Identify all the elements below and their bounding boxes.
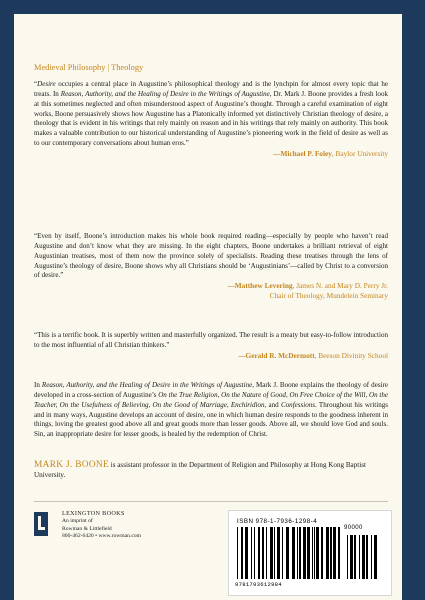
summary-text: , Mark J. Boone explains the theology of desire developed in a cross-section of Augustine’s [34,381,388,399]
publisher-info [62,510,141,541]
barcode-bar [266,527,267,579]
quote-text-italic: Desire [37,80,56,88]
quote-text: “This is a terrific book. It is superbly written and masterfully organized. The result is a meaty but easy-to-follow introduction to the most influential of all Christian thinkers.” [34,331,388,349]
publisher-parent: Rowman & Littlefield [62,525,112,532]
barcode-bar [366,535,368,579]
works-list-italic: On the True Religion, On the Nature of Good, On Free Choice of the Will, On the Teacher, On the Usefulness of Believing, On the Good of Marriage, Enchiridion, [34,390,389,409]
endorser-affiliation: , Baylor University [331,148,388,158]
isbn-text: ISBN 978-1-7936-1298-4 [237,518,318,525]
publisher-contact: 800-462-6420 • www.rowman.com [62,533,141,540]
barcode-bar [307,527,310,579]
book-summary [34,381,388,440]
summary-text: . Throughout his writings and in many ways, Augustine develops an account of desire, one in which human desire responds to the goodness inherent in things, loving the greatest good above all and great goods more than lesser goods. Above all, we should love God and souls. Sin, an inappropriate desire for lesser goods, is healed by the redemption of Christ. [34,400,388,439]
barcode-bar [338,527,340,579]
isbn-barcode [228,510,392,596]
endorsement-attribution [34,149,388,159]
author-bio [34,460,388,480]
quote-text: , Dr. Mark J. Boone provides a fresh look at this sometimes neglected and often misunderstood aspect of Augustine’s thought. Through a careful examination of eight works, Boone persuasively shows how Augustine has a Platonically informed yet distinctively Christian theology of desire, a theology that is evident in his writings that rely mainly on reason and in his writings that rely mainly on authority. This book makes a valuable contribution to our historical understanding of Augustine’s pioneering work in the field of desire as well as to our contemporary conversations about human eros.” [34,89,389,148]
barcode-bar [333,527,336,579]
endorser-name: —Gerald R. McDermott [238,350,315,360]
barcode-bar [245,527,248,579]
barcode-bar [347,535,348,579]
endorsement-attribution-line2 [34,291,388,301]
quote-text: occupies a central place in Augustine’s philosophical theology and is the lynchpin for almost every topic that he treats. In [34,80,388,98]
endorsement-levering [34,232,388,301]
barcode-bar [274,527,275,579]
book-title-italic: Reason, Authority, and the Healing of Desire in the Writings of Augustine [41,381,253,389]
author-name: MARK J. BOONE [34,460,109,470]
barcode-bar [282,527,283,579]
endorsement-mcdermott [34,331,388,361]
barcode-bar [292,527,295,579]
barcode-bar [314,527,315,579]
endorser-affiliation: , James N. and Mary D. Perry Jr. [292,281,388,291]
quote-text: “ [34,80,38,88]
barcode-bar [330,527,332,579]
barcode-bar [350,535,353,579]
barcode-bar [258,527,260,579]
summary-text: In [34,381,42,389]
publisher-logo-icon [34,512,48,536]
barcode-bar [359,535,360,579]
barcode-bar [297,527,298,579]
works-list-italic: Confessions [280,400,316,409]
endorsement-attribution [34,281,388,291]
barcode-bar [277,527,280,579]
barcode-bars [235,527,385,579]
subject-category: Medieval Philosophy | Theology [34,63,144,72]
barcode-digits: 9781793612984 [235,581,282,588]
barcode-bar [374,535,377,579]
barcode-bar [371,535,372,579]
barcode-bar [354,535,356,579]
barcode-bar [251,527,252,579]
endorser-name: —Michael P. Foley [273,148,332,158]
publisher-block [34,510,174,570]
divider [34,501,388,502]
barcode-bar [303,527,306,579]
barcode-bar [254,527,255,579]
endorsement-attribution [34,351,388,361]
endorser-name: —Matthew Levering [227,281,293,291]
barcode-bar [312,527,313,579]
barcode-bar [326,527,329,579]
cover-right-border [402,0,425,600]
barcode-bar [270,527,273,579]
barcode-bar [237,527,238,579]
cover-top-border [0,0,425,14]
endorsement-foley [34,80,388,159]
publisher-name: LEXINGTON BOOKS [62,510,125,517]
summary-text: and [266,400,281,409]
barcode-bar [299,527,301,579]
endorser-affiliation: Chair of Theology, Mundelein Seminary [269,291,388,301]
endorser-affiliation: , Beeson Divinity School [314,350,388,360]
barcode-bar [316,527,319,579]
barcode-bar [241,527,243,579]
price-code: 90000 [344,525,363,531]
barcode-bar [362,535,365,579]
publisher-imprint-line: An imprint of [62,517,93,524]
barcode-bar [262,527,264,579]
barcode-bar [321,527,323,579]
quote-text: “Even by itself, Boone’s introduction makes his whole book required reading—especially by people who haven’t read Augustine and don’t know what they are missing. In the eight chapters, Boone undertakes a brilliant retrieval of eight Augustinian treatises, most of them now the province solely of specialists. Reading these treatises through the lens of Augustine’s theology of desire, Boone shows why all Christians should be ‘Augustinians’—called by Christ to a conversion of desire.” [34,232,388,280]
author-bio-text: is assistant professor in the Department of Religion and Philosophy at Hong Kong Baptist University. [34,461,366,479]
book-title-italic: Reason, Authority, and the Healing of Desire in the Writings of Augustine [60,89,270,98]
barcode-bar [286,527,289,579]
